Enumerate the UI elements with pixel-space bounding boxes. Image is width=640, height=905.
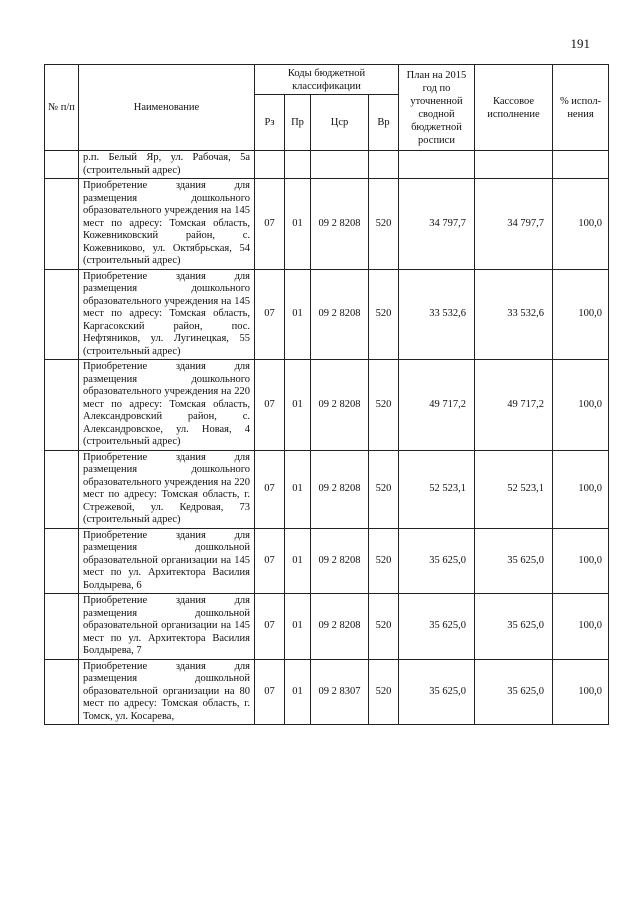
table-row	[45, 450, 609, 528]
code-csr: 09 2 8208	[311, 528, 369, 594]
pct-value: 100,0	[553, 450, 609, 528]
kassa-amount	[475, 151, 553, 179]
code-rz: 07	[255, 360, 285, 451]
kassa-amount: 35 625,0	[475, 528, 553, 594]
pct-value: 100,0	[553, 269, 609, 360]
code-csr: 09 2 8208	[311, 594, 369, 660]
code-pr: 01	[285, 450, 311, 528]
code-pr	[285, 151, 311, 179]
kassa-amount: 35 625,0	[475, 659, 553, 725]
header-pct: % испол-нения	[553, 65, 609, 151]
header-codes: Коды бюджетной классификации	[255, 65, 399, 95]
kassa-amount: 34 797,7	[475, 179, 553, 270]
code-rz: 07	[255, 179, 285, 270]
header-plan: План на 2015 год по уточненной сводной бюджетной росписи	[399, 65, 475, 151]
code-pr: 01	[285, 594, 311, 660]
code-pr: 01	[285, 269, 311, 360]
code-rz	[255, 151, 285, 179]
row-no	[45, 659, 79, 725]
plan-amount: 52 523,1	[399, 450, 475, 528]
table-row	[45, 179, 609, 270]
header-csr: Цср	[311, 95, 369, 151]
code-rz: 07	[255, 269, 285, 360]
header-pr: Пр	[285, 95, 311, 151]
code-vr	[369, 151, 399, 179]
row-no	[45, 269, 79, 360]
code-vr: 520	[369, 179, 399, 270]
header-rz: Рз	[255, 95, 285, 151]
pct-value	[553, 151, 609, 179]
kassa-amount: 35 625,0	[475, 594, 553, 660]
header-vr: Вр	[369, 95, 399, 151]
table-row	[45, 269, 609, 360]
code-vr: 520	[369, 269, 399, 360]
row-no	[45, 360, 79, 451]
row-no	[45, 450, 79, 528]
row-no	[45, 151, 79, 179]
plan-amount: 35 625,0	[399, 528, 475, 594]
code-csr: 09 2 8208	[311, 179, 369, 270]
code-pr: 01	[285, 528, 311, 594]
code-vr: 520	[369, 594, 399, 660]
kassa-amount: 33 532,6	[475, 269, 553, 360]
budget-table	[44, 64, 609, 725]
code-csr	[311, 151, 369, 179]
plan-amount: 34 797,7	[399, 179, 475, 270]
code-vr: 520	[369, 360, 399, 451]
header-no: № п/п	[45, 65, 79, 151]
kassa-amount: 52 523,1	[475, 450, 553, 528]
code-rz: 07	[255, 594, 285, 660]
row-name: р.п. Белый Яр, ул. Рабочая, 5а (строительный адрес)	[79, 151, 255, 179]
table-row	[45, 151, 609, 179]
header-kassa: Кассовое исполнение	[475, 65, 553, 151]
code-rz: 07	[255, 450, 285, 528]
row-name: Приобретение здания для размещения дошкольного образовательного учреждения на 145 мест по адресу: Томская область, Кожевниковский район, с. Кожевниково, ул. Октябрьская, 54 (строительный адрес)	[79, 179, 255, 270]
pct-value: 100,0	[553, 659, 609, 725]
code-csr: 09 2 8208	[311, 450, 369, 528]
row-no	[45, 179, 79, 270]
row-name: Приобретение здания для размещения дошкольной образовательной организации на 145 мест по ул. Архитектора Василия Болдырева, 7	[79, 594, 255, 660]
plan-amount: 33 532,6	[399, 269, 475, 360]
pct-value: 100,0	[553, 179, 609, 270]
code-csr: 09 2 8307	[311, 659, 369, 725]
row-name: Приобретение здания для размещения дошкольного образовательного учреждения на 145 мест по адресу: Томская область, Каргасокский район, пос. Нефтяников, ул. Лугинецкая, 55 (строительный адрес)	[79, 269, 255, 360]
code-vr: 520	[369, 528, 399, 594]
plan-amount: 49 717,2	[399, 360, 475, 451]
plan-amount	[399, 151, 475, 179]
code-rz: 07	[255, 659, 285, 725]
code-pr: 01	[285, 179, 311, 270]
table-body	[45, 151, 609, 725]
page-number: 191	[570, 36, 590, 51]
plan-amount: 35 625,0	[399, 659, 475, 725]
table-row	[45, 594, 609, 660]
row-name: Приобретение здания для размещения дошкольной образовательной организации на 80 мест по адресу: Томская область, г. Томск, ул. Косарева,	[79, 659, 255, 725]
pct-value: 100,0	[553, 360, 609, 451]
row-name: Приобретение здания для размещения дошкольной образовательной организации на 145 мест по ул. Архитектора Василия Болдырева, 6	[79, 528, 255, 594]
table-row	[45, 528, 609, 594]
code-pr: 01	[285, 360, 311, 451]
code-csr: 09 2 8208	[311, 269, 369, 360]
header-name: Наименование	[79, 65, 255, 151]
row-name: Приобретение здания для размещения дошкольного образовательного учреждения на 220 мест по адресу: Томская область, г. Стрежевой, ул. Кедровая, 73 (строительный адрес)	[79, 450, 255, 528]
pct-value: 100,0	[553, 528, 609, 594]
row-name: Приобретение здания для размещения дошкольного образовательного учреждения на 220 мест по адресу: Томская область, Александровский район, с. Александровское, ул. Новая, 4 (строительный адрес)	[79, 360, 255, 451]
pct-value: 100,0	[553, 594, 609, 660]
table-row	[45, 360, 609, 451]
row-no	[45, 528, 79, 594]
kassa-amount: 49 717,2	[475, 360, 553, 451]
code-vr: 520	[369, 659, 399, 725]
code-rz: 07	[255, 528, 285, 594]
row-no	[45, 594, 79, 660]
code-vr: 520	[369, 450, 399, 528]
code-csr: 09 2 8208	[311, 360, 369, 451]
plan-amount: 35 625,0	[399, 594, 475, 660]
table-row	[45, 659, 609, 725]
code-pr: 01	[285, 659, 311, 725]
